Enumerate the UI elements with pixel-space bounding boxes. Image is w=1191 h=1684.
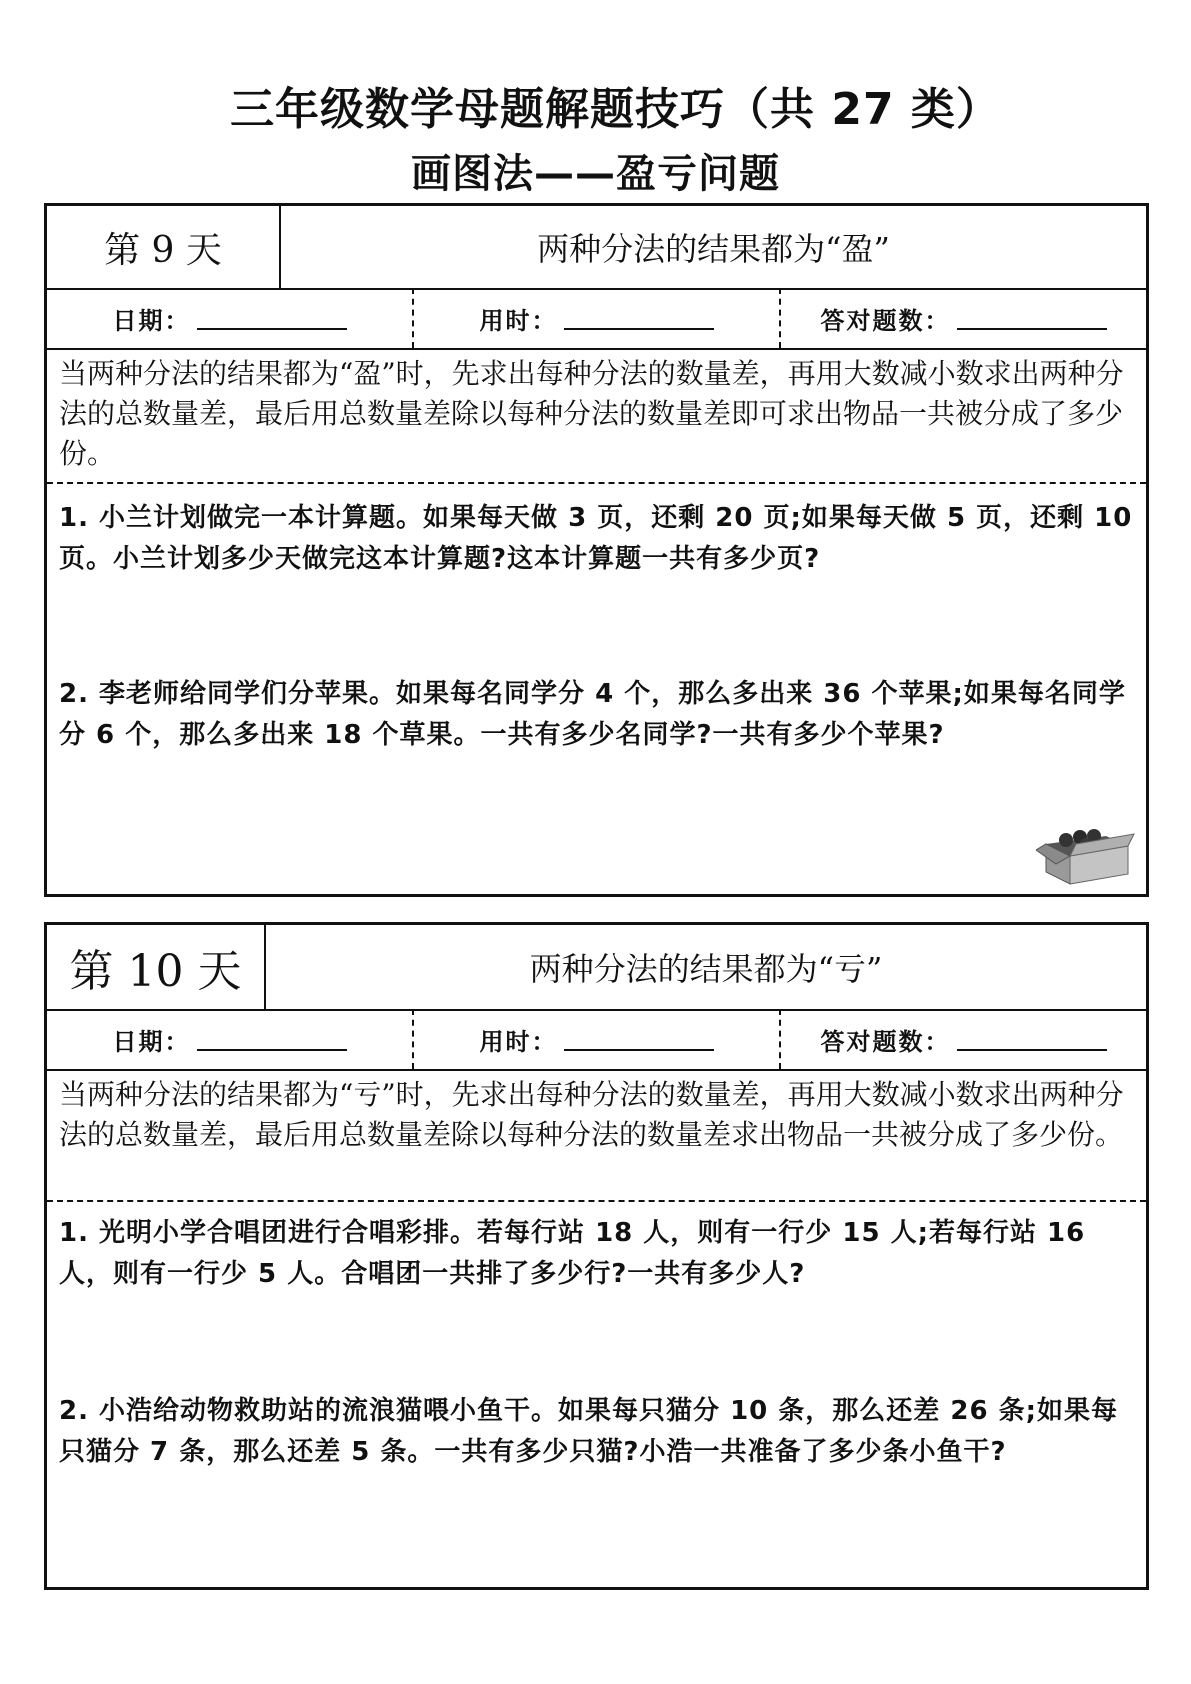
card-header (47, 925, 1146, 1011)
date-field (47, 1009, 412, 1069)
score-blank[interactable] (957, 306, 1107, 330)
time-label: 用时： (479, 1027, 558, 1056)
score-blank[interactable] (957, 1027, 1107, 1051)
lesson-card-day-10 (44, 922, 1149, 1590)
score-field (779, 288, 1146, 348)
card-header (47, 206, 1146, 290)
date-label: 日期： (112, 1027, 191, 1056)
day-label: 第 9 天 (47, 206, 281, 288)
problem-1: 1. 小兰计划做完一本计算题。如果每天做 3 页，还剩 20 页;如果每天做 5 页，还剩 10 页。小兰计划多少天做完这本计算题?这本计算题一共有多少页? (59, 503, 1133, 574)
score-label: 答对题数： (820, 306, 951, 335)
time-blank[interactable] (564, 306, 714, 330)
method-description: 当两种分法的结果都为“亏”时，先求出每种分法的数量差，再用大数减小数求出两种分法的总数量差，最后用总数量差除以每种分法的数量差求出物品一共被分成了多少份。 (47, 1069, 1146, 1202)
topic-label: 两种分法的结果都为“亏” (529, 950, 883, 988)
time-label: 用时： (479, 306, 558, 335)
time-field (412, 1009, 779, 1069)
time-field (412, 288, 779, 348)
day-label: 第 10 天 (47, 925, 266, 1009)
page-subtitle: 画图法——盈亏问题 (411, 151, 780, 197)
apple-box-icon (1036, 806, 1136, 886)
page-title: 三年级数学母题解题技巧（共 27 类） (230, 84, 1001, 135)
date-label: 日期： (112, 306, 191, 335)
date-blank[interactable] (197, 1027, 347, 1051)
record-row (47, 1009, 1146, 1071)
score-field (779, 1009, 1146, 1069)
topic-label: 两种分法的结果都为“盈” (537, 230, 890, 268)
date-blank[interactable] (197, 306, 347, 330)
date-field (47, 288, 412, 348)
record-row (47, 288, 1146, 350)
time-blank[interactable] (564, 1027, 714, 1051)
score-label: 答对题数： (820, 1027, 951, 1056)
problem-2: 2. 李老师给同学们分苹果。如果每名同学分 4 个，那么多出来 36 个苹果;如果每名同学分 6 个，那么多出来 18 个草果。一共有多少名同学?一共有多少个苹果? (59, 679, 1126, 750)
problem-1: 1. 光明小学合唱团进行合唱彩排。若每行站 18 人，则有一行少 15 人;若每行站 16 人，则有一行少 5 人。合唱团一共排了多少行?一共有多少人? (59, 1218, 1086, 1289)
method-description: 当两种分法的结果都为“盈”时，先求出每种分法的数量差，再用大数减小数求出两种分法的总数量差，最后用总数量差除以每种分法的数量差即可求出物品一共被分成了多少份。 (47, 348, 1146, 484)
lesson-card-day-9 (44, 203, 1149, 897)
problem-2: 2. 小浩给动物救助站的流浪猫喂小鱼干。如果每只猫分 10 条，那么还差 26 条;如果每只猫分 7 条，那么还差 5 条。一共有多少只猫?小浩一共准备了多少条小鱼干? (59, 1396, 1118, 1467)
